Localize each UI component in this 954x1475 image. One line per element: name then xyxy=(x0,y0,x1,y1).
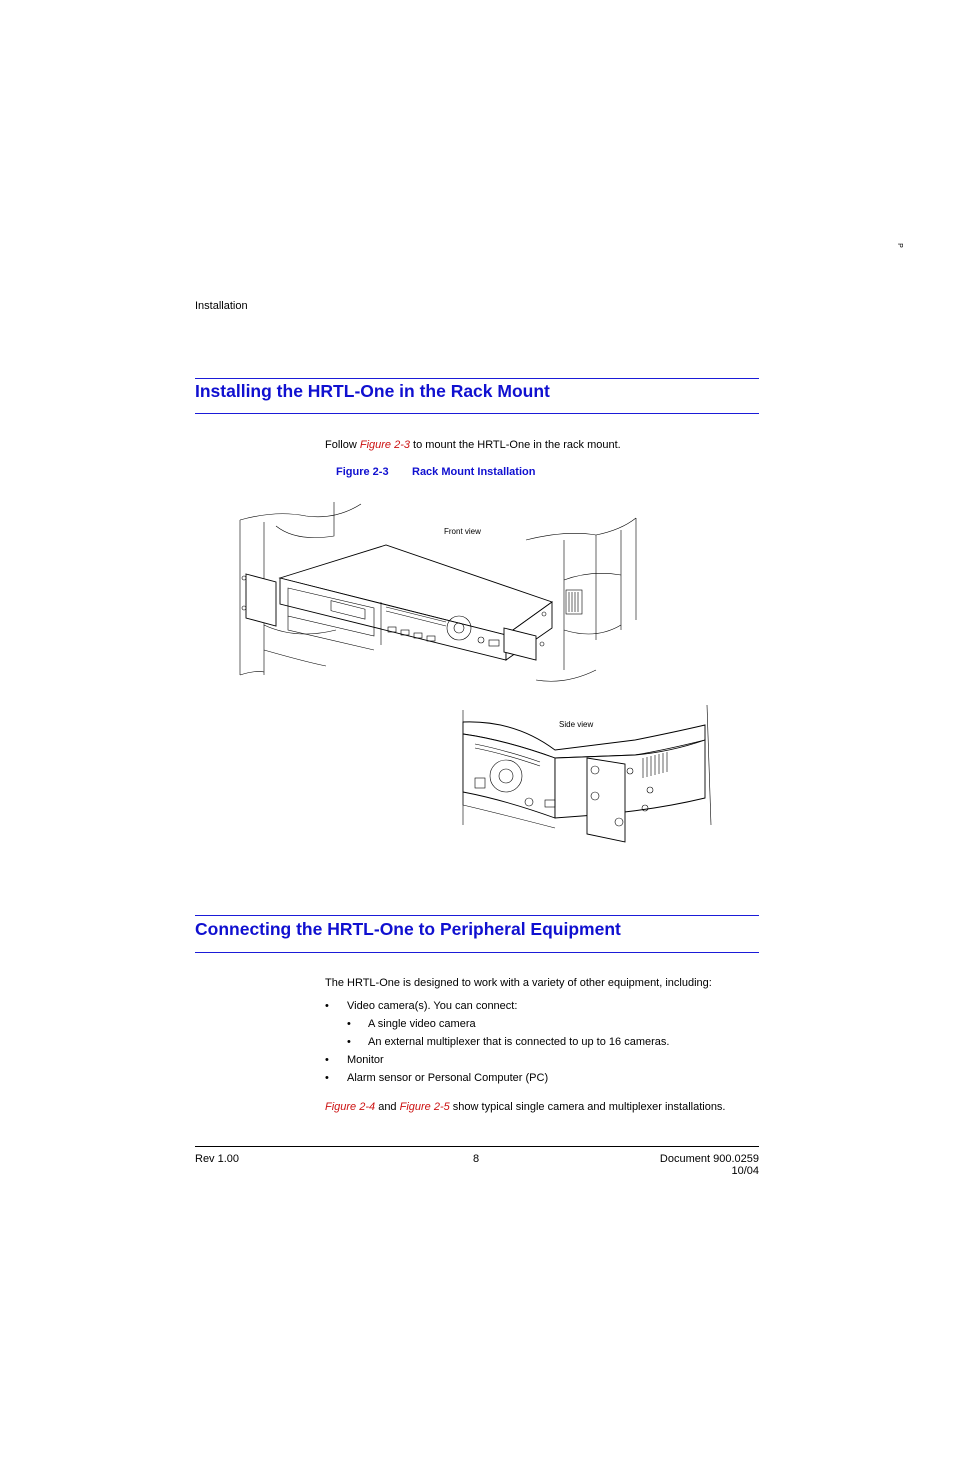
closing-text-after: show typical single camera and multiplexer installations. xyxy=(449,1101,726,1113)
bullet-marker: • xyxy=(325,1054,329,1066)
intro-text-after: to mount the HRTL-One in the rack mount. xyxy=(409,439,621,451)
section1-intro xyxy=(325,438,621,452)
section2-heading: Connecting the HRTL-One to Peripheral Equipment xyxy=(195,919,621,939)
section1-bottom-rule xyxy=(195,413,759,414)
section2-closing xyxy=(325,1100,726,1114)
side-view-illustration xyxy=(455,700,720,850)
footer-revision: Rev 1.00 xyxy=(195,1153,240,1165)
section1-top-rule xyxy=(195,378,759,379)
sub-bullet-marker: • xyxy=(347,1036,351,1048)
figure-number: Figure 2-3 xyxy=(336,466,389,478)
figure-2-4-link[interactable]: Figure 2-4 xyxy=(325,1101,376,1113)
figure-2-5-link[interactable]: Figure 2-5 xyxy=(399,1101,450,1113)
running-head: Installation xyxy=(195,300,248,312)
section2-bottom-rule xyxy=(195,952,759,953)
side-view-label: Side view xyxy=(559,720,594,729)
list-item: Alarm sensor or Personal Computer (PC) xyxy=(347,1072,549,1084)
sub-bullet-marker: • xyxy=(347,1018,351,1030)
intro-text-before: Follow xyxy=(325,439,360,451)
section1-heading: Installing the HRTL-One in the Rack Mount xyxy=(195,381,550,401)
footer-document-number: Document 900.0259 xyxy=(659,1153,759,1165)
closing-text-mid: and xyxy=(375,1101,400,1113)
bullet-marker: • xyxy=(325,1000,329,1012)
figure-title: Rack Mount Installation xyxy=(412,466,536,478)
sub-list-item: An external multiplexer that is connected to up to 16 cameras. xyxy=(368,1036,670,1048)
page-number: 8 xyxy=(473,1153,480,1165)
footer-date: 10/04 xyxy=(731,1165,759,1177)
list-item: Video camera(s). You can connect: xyxy=(347,1000,518,1012)
footer-rule xyxy=(195,1146,759,1147)
figure-caption xyxy=(336,466,535,478)
corner-mark: P xyxy=(895,243,903,248)
bullet-marker: • xyxy=(325,1072,329,1084)
front-view-illustration xyxy=(236,490,646,690)
list-item: Monitor xyxy=(347,1054,384,1066)
figure-2-3-link[interactable]: Figure 2-3 xyxy=(359,439,410,451)
front-view-label: Front view xyxy=(444,527,481,536)
sub-list-item: A single video camera xyxy=(368,1018,476,1030)
section2-top-rule xyxy=(195,915,759,916)
section2-intro: The HRTL-One is designed to work with a variety of other equipment, including: xyxy=(325,977,712,989)
